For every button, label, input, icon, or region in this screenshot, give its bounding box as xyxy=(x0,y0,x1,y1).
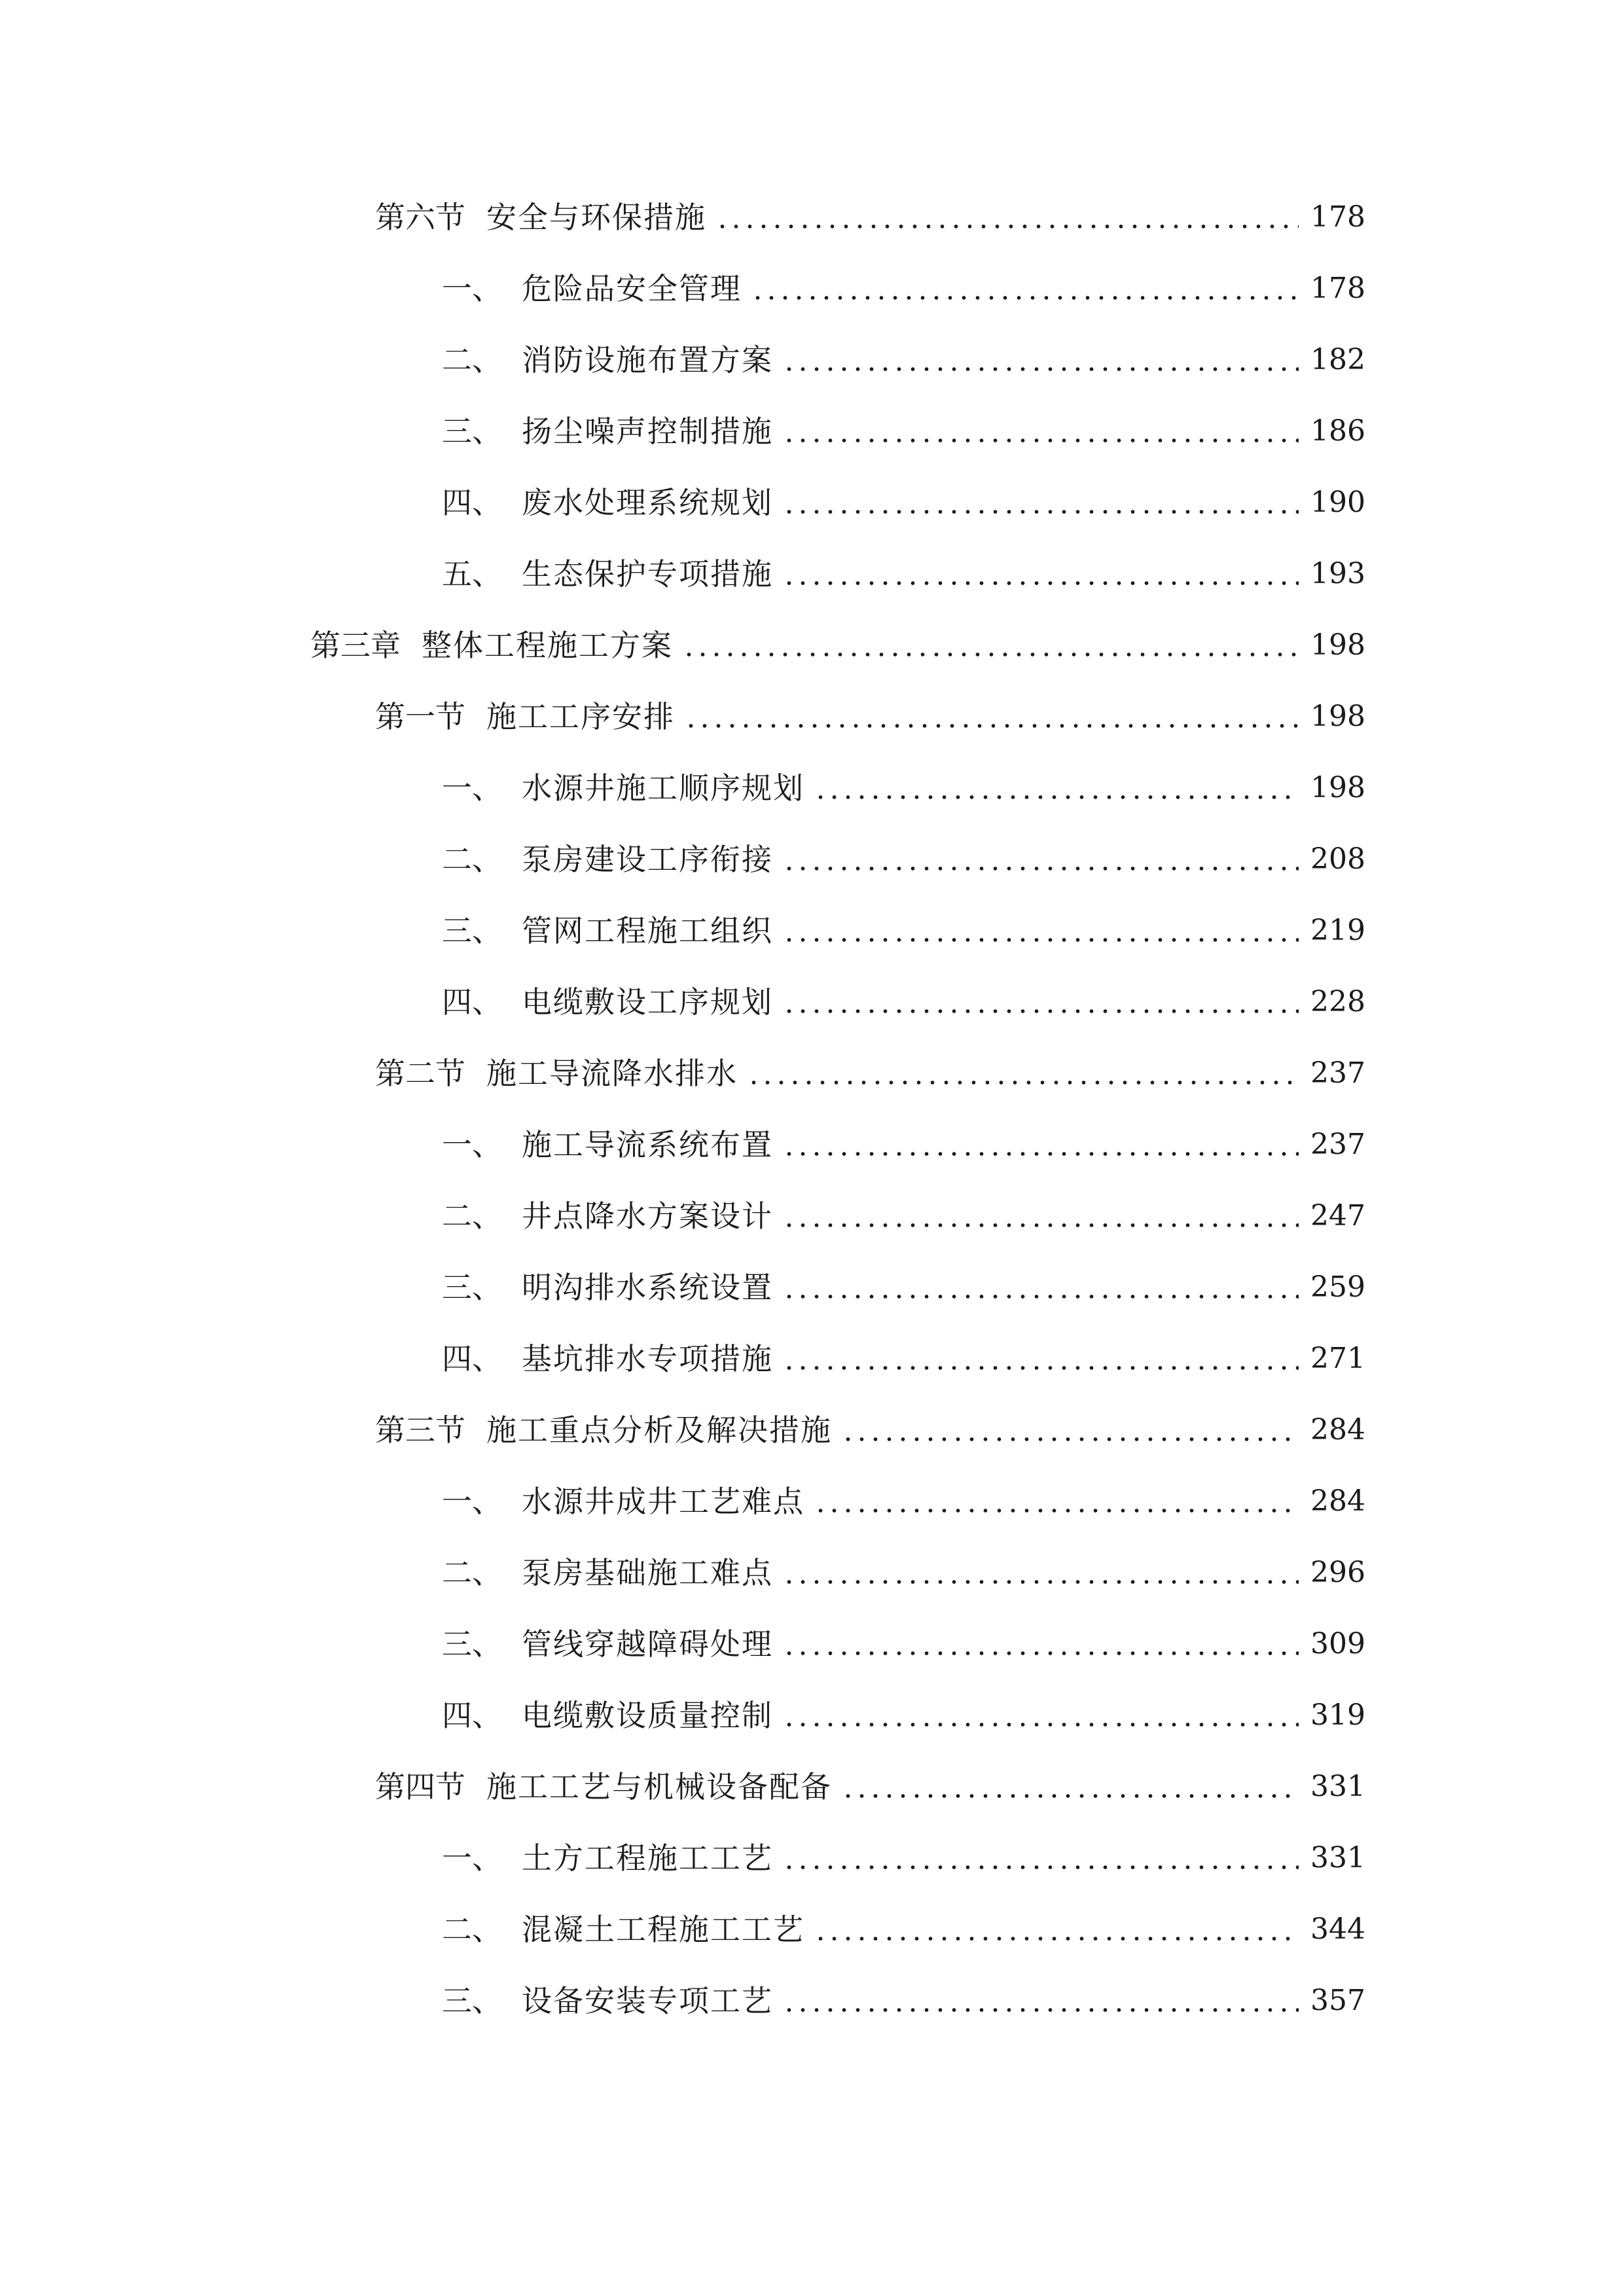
toc-entry-number: 四、 xyxy=(442,984,502,1020)
toc-entry-page: 208 xyxy=(1310,842,1365,876)
toc-entry-number: 五、 xyxy=(442,556,502,592)
toc-entry-page: 284 xyxy=(1310,1413,1365,1446)
toc-entry-title: 施工工序安排 xyxy=(486,699,675,734)
toc-entry-page: 309 xyxy=(1310,1627,1365,1660)
toc-entry-title: 生态保护专项措施 xyxy=(522,556,773,592)
dot-leader xyxy=(782,1333,1299,1385)
toc-entry-section[interactable] xyxy=(375,191,1365,243)
dot-leader xyxy=(841,1761,1299,1813)
toc-entry-item[interactable] xyxy=(442,1903,1365,1956)
toc-entry-title: 电缆敷设质量控制 xyxy=(522,1698,773,1733)
toc-entry-title: 电缆敷设工序规划 xyxy=(522,984,773,1020)
dot-leader xyxy=(782,905,1299,957)
dot-leader xyxy=(684,691,1299,743)
toc-entry-item[interactable] xyxy=(442,1119,1365,1171)
toc-entry-title: 废水处理系统规划 xyxy=(522,485,773,520)
toc-entry-number: 第一节 xyxy=(375,699,465,734)
dot-leader xyxy=(782,1975,1299,2027)
toc-entry-title: 水源井施工顺序规划 xyxy=(522,770,804,806)
dot-leader xyxy=(782,334,1299,386)
dot-leader xyxy=(782,476,1299,529)
toc-entry-number: 二、 xyxy=(442,1198,502,1234)
toc-entry-title: 混凝土工程施工工艺 xyxy=(522,1912,804,1947)
toc-entry-chapter[interactable] xyxy=(310,619,1365,672)
toc-entry-page: 357 xyxy=(1310,1984,1365,2017)
toc-entry-item[interactable] xyxy=(442,334,1365,386)
dot-leader xyxy=(814,762,1299,814)
dot-leader xyxy=(814,1903,1299,1956)
toc-entry-page: 190 xyxy=(1310,486,1365,519)
dot-leader xyxy=(782,1547,1299,1599)
toc-entry-section[interactable] xyxy=(375,1047,1365,1100)
toc-entry-item[interactable] xyxy=(442,405,1365,457)
dot-leader xyxy=(782,976,1299,1028)
toc-entry-number: 二、 xyxy=(442,842,502,877)
toc-entry-title: 明沟排水系统设置 xyxy=(522,1270,773,1305)
toc-entry-page: 178 xyxy=(1310,200,1365,234)
toc-entry-title: 管网工程施工组织 xyxy=(522,913,773,948)
dot-leader xyxy=(747,1047,1299,1100)
toc-entry-number: 第三章 xyxy=(310,628,401,663)
toc-entry-title: 整体工程施工方案 xyxy=(422,628,673,663)
toc-entry-page: 259 xyxy=(1310,1270,1365,1304)
toc-entry-item[interactable] xyxy=(442,476,1365,529)
toc-entry-title: 泵房建设工序衔接 xyxy=(522,842,773,877)
toc-entry-number: 一、 xyxy=(442,1840,502,1876)
dot-leader xyxy=(814,1475,1299,1528)
toc-entry-page: 237 xyxy=(1310,1056,1365,1090)
toc-entry-page: 198 xyxy=(1310,771,1365,804)
dot-leader xyxy=(782,405,1299,457)
toc-entry-item[interactable] xyxy=(442,1618,1365,1670)
toc-entry-title: 管线穿越障碍处理 xyxy=(522,1626,773,1662)
toc-entry-page: 182 xyxy=(1310,343,1365,376)
toc-entry-title: 泵房基础施工难点 xyxy=(522,1555,773,1590)
toc-entry-item[interactable] xyxy=(442,1689,1365,1742)
toc-entry-number: 一、 xyxy=(442,770,502,806)
dot-leader xyxy=(782,1261,1299,1314)
toc-entry-title: 危险品安全管理 xyxy=(522,271,742,306)
toc-entry-item[interactable] xyxy=(442,1333,1365,1385)
dot-leader xyxy=(715,191,1299,243)
dot-leader xyxy=(751,262,1299,315)
toc-entry-number: 三、 xyxy=(442,1270,502,1305)
toc-entry-title: 土方工程施工工艺 xyxy=(522,1840,773,1876)
toc-entry-number: 第六节 xyxy=(375,200,465,235)
toc-entry-title: 扬尘噪声控制措施 xyxy=(522,414,773,449)
toc-entry-item[interactable] xyxy=(442,833,1365,886)
toc-entry-page: 198 xyxy=(1310,700,1365,733)
toc-entry-item[interactable] xyxy=(442,1975,1365,2027)
toc-entry-number: 四、 xyxy=(442,1698,502,1733)
toc-entry-number: 四、 xyxy=(442,485,502,520)
dot-leader xyxy=(782,1190,1299,1242)
toc-entry-number: 四、 xyxy=(442,1341,502,1376)
toc-entry-number: 三、 xyxy=(442,1983,502,2018)
toc-entry-item[interactable] xyxy=(442,1190,1365,1242)
toc-entry-number: 二、 xyxy=(442,1912,502,1947)
toc-entry-title: 安全与环保措施 xyxy=(486,200,706,235)
dot-leader xyxy=(782,1832,1299,1884)
toc-entry-section[interactable] xyxy=(375,691,1365,743)
toc-entry-title: 消防设施布置方案 xyxy=(522,342,773,378)
toc-entry-title: 施工重点分析及解决措施 xyxy=(486,1412,832,1448)
toc-entry-page: 284 xyxy=(1310,1484,1365,1518)
dot-leader xyxy=(782,833,1299,886)
toc-entry-number: 二、 xyxy=(442,342,502,378)
toc-entry-page: 271 xyxy=(1310,1342,1365,1375)
toc-entry-number: 三、 xyxy=(442,1626,502,1662)
toc-entry-page: 247 xyxy=(1310,1199,1365,1232)
toc-entry-number: 第三节 xyxy=(375,1412,465,1448)
toc-entry-page: 237 xyxy=(1310,1128,1365,1161)
toc-entry-page: 319 xyxy=(1310,1698,1365,1732)
toc-entry-title: 水源井成井工艺难点 xyxy=(522,1484,804,1519)
toc-entry-title: 施工导流降水排水 xyxy=(486,1056,738,1091)
toc-entry-item[interactable] xyxy=(442,1547,1365,1599)
toc-entry-item[interactable] xyxy=(442,905,1365,957)
toc-entry-title: 施工工艺与机械设备配备 xyxy=(486,1769,832,1804)
toc-entry-item[interactable] xyxy=(442,976,1365,1028)
toc-entry-title: 基坑排水专项措施 xyxy=(522,1341,773,1376)
toc-entry-number: 二、 xyxy=(442,1555,502,1590)
toc-entry-title: 设备安装专项工艺 xyxy=(522,1983,773,2018)
toc-entry-number: 一、 xyxy=(442,271,502,306)
toc-entry-page: 331 xyxy=(1310,1841,1365,1874)
dot-leader xyxy=(782,548,1299,600)
toc-entry-number: 第四节 xyxy=(375,1769,465,1804)
dot-leader xyxy=(782,1689,1299,1742)
toc-entry-number: 三、 xyxy=(442,913,502,948)
toc-entry-page: 331 xyxy=(1310,1770,1365,1803)
toc-entry-page: 193 xyxy=(1310,557,1365,590)
dot-leader xyxy=(782,1618,1299,1670)
toc-entry-item[interactable] xyxy=(442,1475,1365,1528)
toc-entry-item[interactable] xyxy=(442,1261,1365,1314)
toc-entry-page: 228 xyxy=(1310,985,1365,1018)
toc-entry-title: 井点降水方案设计 xyxy=(522,1198,773,1234)
dot-leader xyxy=(682,619,1299,672)
toc-entry-section[interactable] xyxy=(375,1404,1365,1456)
toc-entry-page: 219 xyxy=(1310,914,1365,947)
toc-entry-item[interactable] xyxy=(442,262,1365,315)
toc-entry-number: 一、 xyxy=(442,1127,502,1162)
toc-entry-title: 施工导流系统布置 xyxy=(522,1127,773,1162)
toc-entry-page: 344 xyxy=(1310,1912,1365,1946)
toc-entry-page: 178 xyxy=(1310,272,1365,305)
toc-entry-item[interactable] xyxy=(442,1832,1365,1884)
dot-leader xyxy=(841,1404,1299,1456)
toc-entry-section[interactable] xyxy=(375,1761,1365,1813)
toc-entry-item[interactable] xyxy=(442,762,1365,814)
toc-entry-page: 198 xyxy=(1310,628,1365,662)
dot-leader xyxy=(782,1119,1299,1171)
toc-entry-number: 一、 xyxy=(442,1484,502,1519)
toc-entry-number: 第二节 xyxy=(375,1056,465,1091)
toc-entry-number: 三、 xyxy=(442,414,502,449)
toc-entry-item[interactable] xyxy=(442,548,1365,600)
toc-entry-page: 296 xyxy=(1310,1556,1365,1589)
toc-entry-page: 186 xyxy=(1310,414,1365,448)
